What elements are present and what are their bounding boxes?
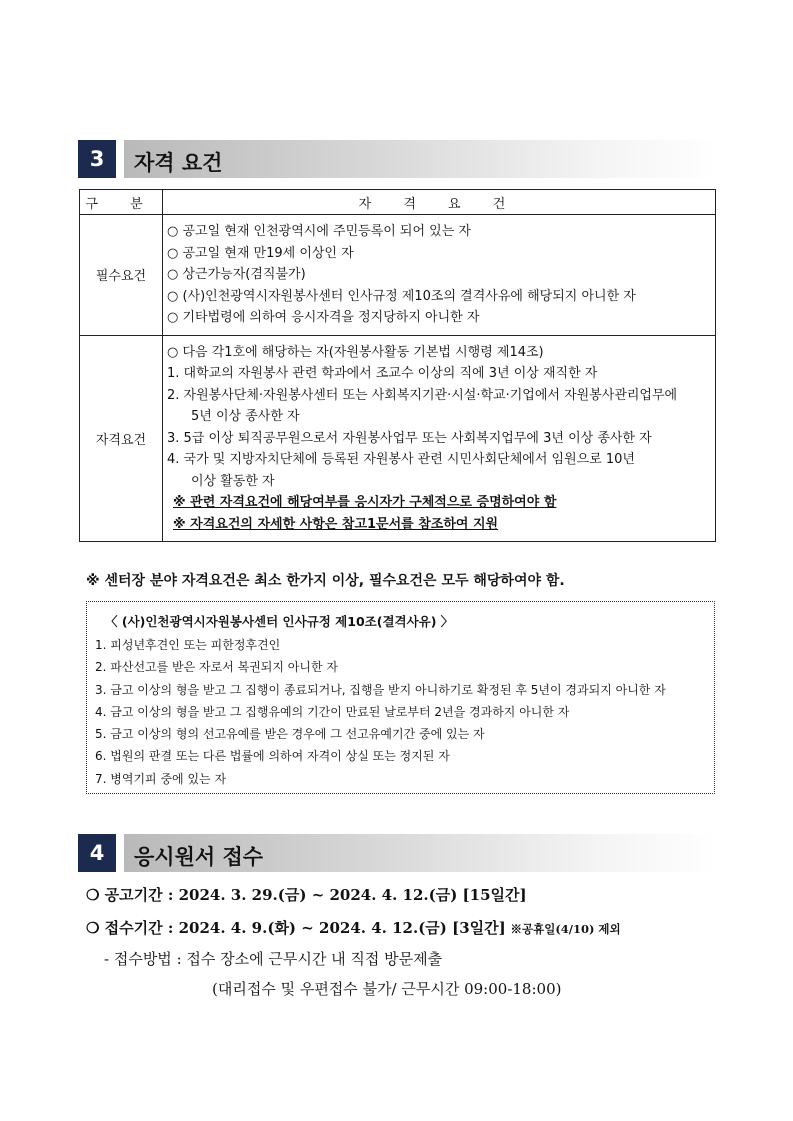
table-header-row <box>80 190 716 215</box>
list-item: 3. 금고 이상의 형을 받고 그 집행이 종료되거나, 집행을 받지 아니하기로 확정된 후 5년이 경과되지 아니한 자 <box>95 682 666 697</box>
section-4-header <box>78 834 718 872</box>
notice-period <box>86 884 527 905</box>
notice-period-text: ❍ 공고기간 : 2024. 3. 29.(금) ~ 2024. 4. 12.(금) [15일간] <box>86 886 527 904</box>
header-requirements: 자 격 요 건 <box>163 190 716 215</box>
list-item-continued: 이상 활동한 자 <box>191 473 275 489</box>
list-item: ○ 공고일 현재 인천광역시에 주민등록이 되어 있는 자 <box>167 224 471 239</box>
qualification-note: ※ 관련 자격요건에 해당여부를 응시자가 구체적으로 증명하여야 함 <box>173 495 557 510</box>
header-category: 구 분 <box>80 190 163 215</box>
receipt-period-text: ❍ 접수기간 : 2024. 4. 9.(화) ~ 2024. 4. 12.(금) [3일간] <box>86 919 506 937</box>
disqualification-list <box>95 634 666 790</box>
list-item: 1. 대학교의 자원봉사 관련 학과에서 조교수 이상의 직에 3년 이상 재직한 자 <box>167 366 598 381</box>
receipt-period <box>86 917 621 938</box>
section-4-number: 4 <box>78 834 116 872</box>
section-4-bar <box>124 834 718 872</box>
section-3-title: 자격 요건 <box>134 151 223 175</box>
list-item: 3. 5급 이상 퇴직공무원으로서 자원봉사업무 또는 사회복지업무에 3년 이상 종사한 자 <box>167 430 652 446</box>
qualification-items <box>163 335 716 542</box>
list-item: 4. 국가 및 지방자치단체에 등록된 자원봉사 관련 시민사회단체에서 임원으로 10년 <box>167 452 635 467</box>
list-item: ○ 상근가능자(겸직불가) <box>167 267 306 282</box>
list-item: ○ (사)인천광역시자원봉사센터 인사규정 제10조의 결격사유에 해당되지 아니한 자 <box>167 288 636 304</box>
disqualification-box <box>86 601 715 794</box>
section-4-title: 응시원서 접수 <box>134 845 264 869</box>
section-3-bar <box>124 140 718 178</box>
list-item: ○ 기타법령에 의하여 응시자격을 정지당하지 아니한 자 <box>167 310 480 325</box>
requirements-table <box>79 189 716 542</box>
qualification-intro: ○ 다음 각1호에 해당하는 자(자원봉사활동 기본법 시행령 제14조) <box>167 344 544 360</box>
qualification-label: 자격요건 <box>80 335 163 542</box>
receipt-method: - 접수방법 : 접수 장소에 근무시간 내 직접 방문제출 <box>104 950 443 968</box>
list-item: ○ 공고일 현재 만19세 이상인 자 <box>167 245 354 261</box>
section-3-number: 3 <box>78 140 116 178</box>
required-items <box>163 215 716 336</box>
list-item: 7. 병역기피 중에 있는 자 <box>95 771 227 786</box>
qualification-note: ※ 자격요건의 자세한 사항은 참고1문서를 참조하여 지원 <box>173 516 499 532</box>
disqualification-title: 〈 (사)인천광역시자원봉사센터 인사규정 제10조(결격사유) 〉 <box>105 614 454 629</box>
required-row <box>80 215 716 336</box>
section-3-header <box>78 140 718 178</box>
qualification-row <box>80 335 716 542</box>
list-item: 5. 금고 이상의 형의 선고유예를 받은 경우에 그 선고유예기간 중에 있는 자 <box>95 727 485 742</box>
holiday-note: ※공휴일(4/10) 제외 <box>510 922 621 936</box>
list-item: 2. 자원봉사단체·자원봉사센터 또는 사회복지기관·시설·학교·기업에서 자원봉사관리업무에 <box>167 387 678 403</box>
receipt-method-note: (대리접수 및 우편접수 불가/ 근무시간 09:00-18:00) <box>212 980 562 998</box>
list-item: 4. 금고 이상의 형을 받고 그 집행유예의 기간이 만료된 날로부터 2년을 경과하지 아니한 자 <box>95 704 570 719</box>
list-item: 6. 법원의 판결 또는 다른 법률에 의하여 자격이 상실 또는 정지된 자 <box>95 749 450 764</box>
required-label: 필수요건 <box>80 215 163 336</box>
list-item: 1. 피성년후견인 또는 피한정후견인 <box>95 638 281 652</box>
main-note: ※ 센터장 분야 자격요건은 최소 한가지 이상, 필수요건은 모두 해당하여야 함. <box>86 573 565 589</box>
list-item: 2. 파산선고를 받은 자로서 복권되지 아니한 자 <box>95 660 338 675</box>
list-item-continued: 5년 이상 종사한 자 <box>191 409 300 424</box>
